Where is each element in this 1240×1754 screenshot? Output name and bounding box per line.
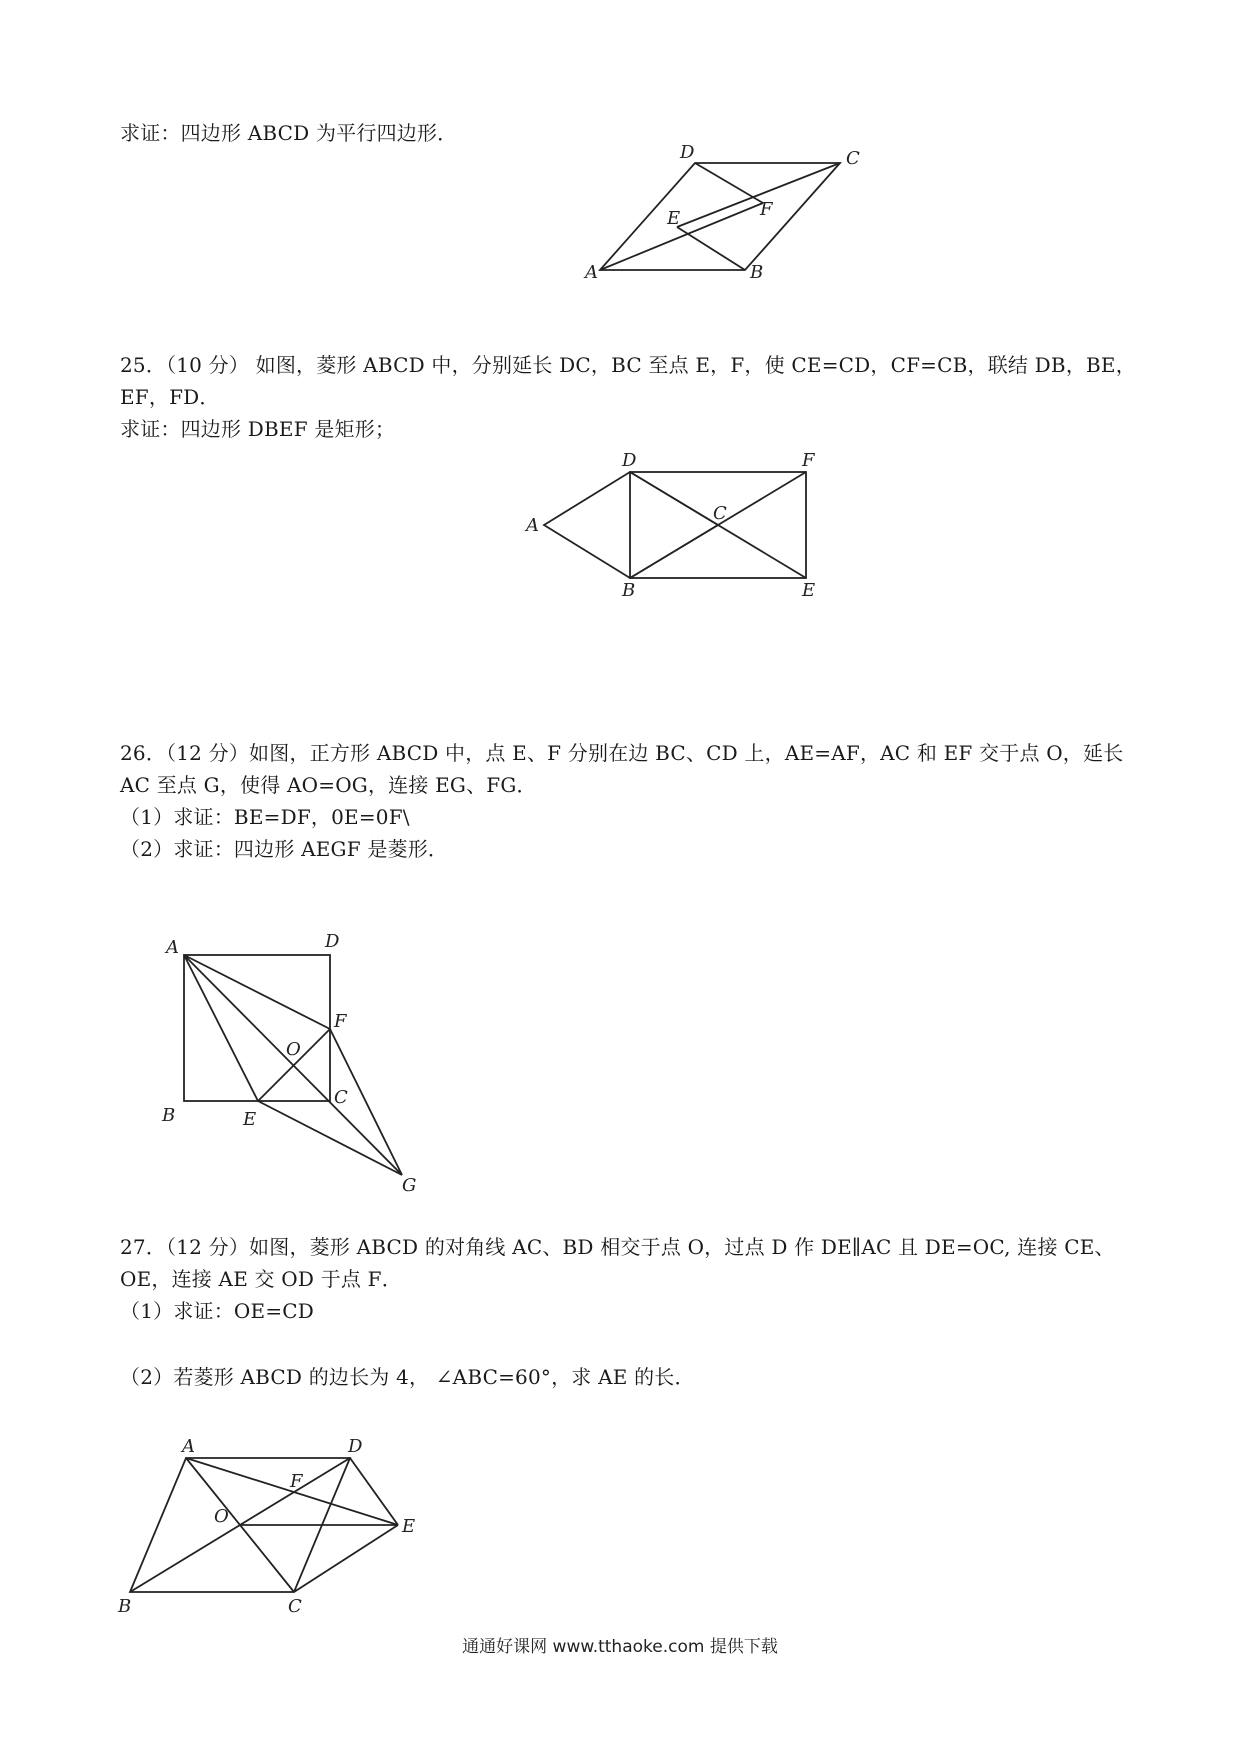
q27-label-E: E	[402, 1516, 416, 1537]
q26-segment-EG	[258, 1101, 402, 1175]
q27-label-B: B	[118, 1596, 132, 1617]
q25-figure	[520, 450, 840, 604]
q24-figure	[580, 140, 880, 284]
q25-label-D: D	[622, 450, 637, 471]
q24-label-E: E	[667, 208, 681, 229]
q26-label-F: F	[334, 1011, 347, 1032]
q25-label-C: C	[713, 503, 727, 524]
q25-label-E: E	[802, 580, 816, 600]
q26-part2: （2）求证：四边形 AEGF 是菱形．	[120, 837, 449, 861]
q24-label-D: D	[680, 142, 695, 163]
q27-label-F: F	[290, 1471, 303, 1492]
q24-label-A: A	[585, 262, 598, 280]
q26-part1: （1）求证：BE=DF，0E=0F\	[120, 805, 410, 829]
q27-line1: 27．（12 分）如图，菱形 ABCD 的对角线 AC、BD 相交于点 O，过点 D 作 DE∥AC 且 DE=OC, 连接 CE、	[120, 1235, 1115, 1259]
q27-part1: （1）求证：OE=CD	[120, 1299, 315, 1323]
q25-line2: EF，FD．	[120, 385, 220, 409]
q27-figure	[110, 1430, 440, 1624]
q25-rhombus-ABCD	[544, 472, 718, 578]
q25-label-F: F	[802, 450, 815, 471]
q26-line1: 26．（12 分）如图，正方形 ABCD 中，点 E、F 分别在边 BC、CD 上，AE=AF，AC 和 EF 交于点 O，延长	[120, 741, 1124, 765]
q26-line2: AC 至点 G，使得 AO=OG，连接 EG、FG．	[120, 773, 537, 797]
q26-label-O: O	[286, 1039, 301, 1060]
page-footer: 通通好课网 www.tthaoke.com 提供下载	[462, 1637, 778, 1657]
q26-label-C: C	[334, 1087, 348, 1108]
q24-segment-BE	[677, 227, 745, 270]
q24-label-C: C	[846, 148, 860, 169]
q24-proof-statement: 求证：四边形 ABCD 为平行四边形．	[120, 121, 458, 145]
q26-label-D: D	[325, 931, 340, 952]
q27-label-C: C	[288, 1596, 302, 1617]
q26-figure	[150, 925, 450, 1199]
q26-label-B: B	[162, 1105, 176, 1126]
q25-line1: 25．（10 分） 如图，菱形 ABCD 中，分别延长 DC，BC 至点 E，F，使 CE=CD，CF=CB，联结 DB，BE，	[120, 353, 1136, 377]
q24-label-F: F	[760, 199, 773, 220]
q25-label-B: B	[622, 580, 636, 600]
q27-segment-DE	[350, 1458, 398, 1525]
q26-segment-AF	[184, 955, 330, 1029]
q24-segment-AF	[600, 203, 763, 270]
q25-label-A: A	[526, 515, 539, 536]
q27-label-O: O	[214, 1506, 229, 1527]
q25-proof-statement: 求证：四边形 DBEF 是矩形；	[120, 417, 396, 441]
q24-segment-CE	[677, 163, 840, 227]
q26-label-E: E	[243, 1109, 257, 1130]
q26-segment-AE	[184, 955, 258, 1101]
q27-segment-CE	[294, 1525, 398, 1592]
q27-part2: （2）若菱形 ABCD 的边长为 4， ∠ABC=60°，求 AE 的长．	[120, 1365, 695, 1389]
q27-label-D: D	[348, 1436, 363, 1457]
q27-label-A: A	[182, 1436, 195, 1457]
q26-label-A: A	[166, 937, 179, 958]
q27-line2: OE，连接 AE 交 OD 于点 F．	[120, 1267, 402, 1291]
q24-label-B: B	[750, 262, 764, 280]
q26-label-G: G	[402, 1175, 417, 1195]
